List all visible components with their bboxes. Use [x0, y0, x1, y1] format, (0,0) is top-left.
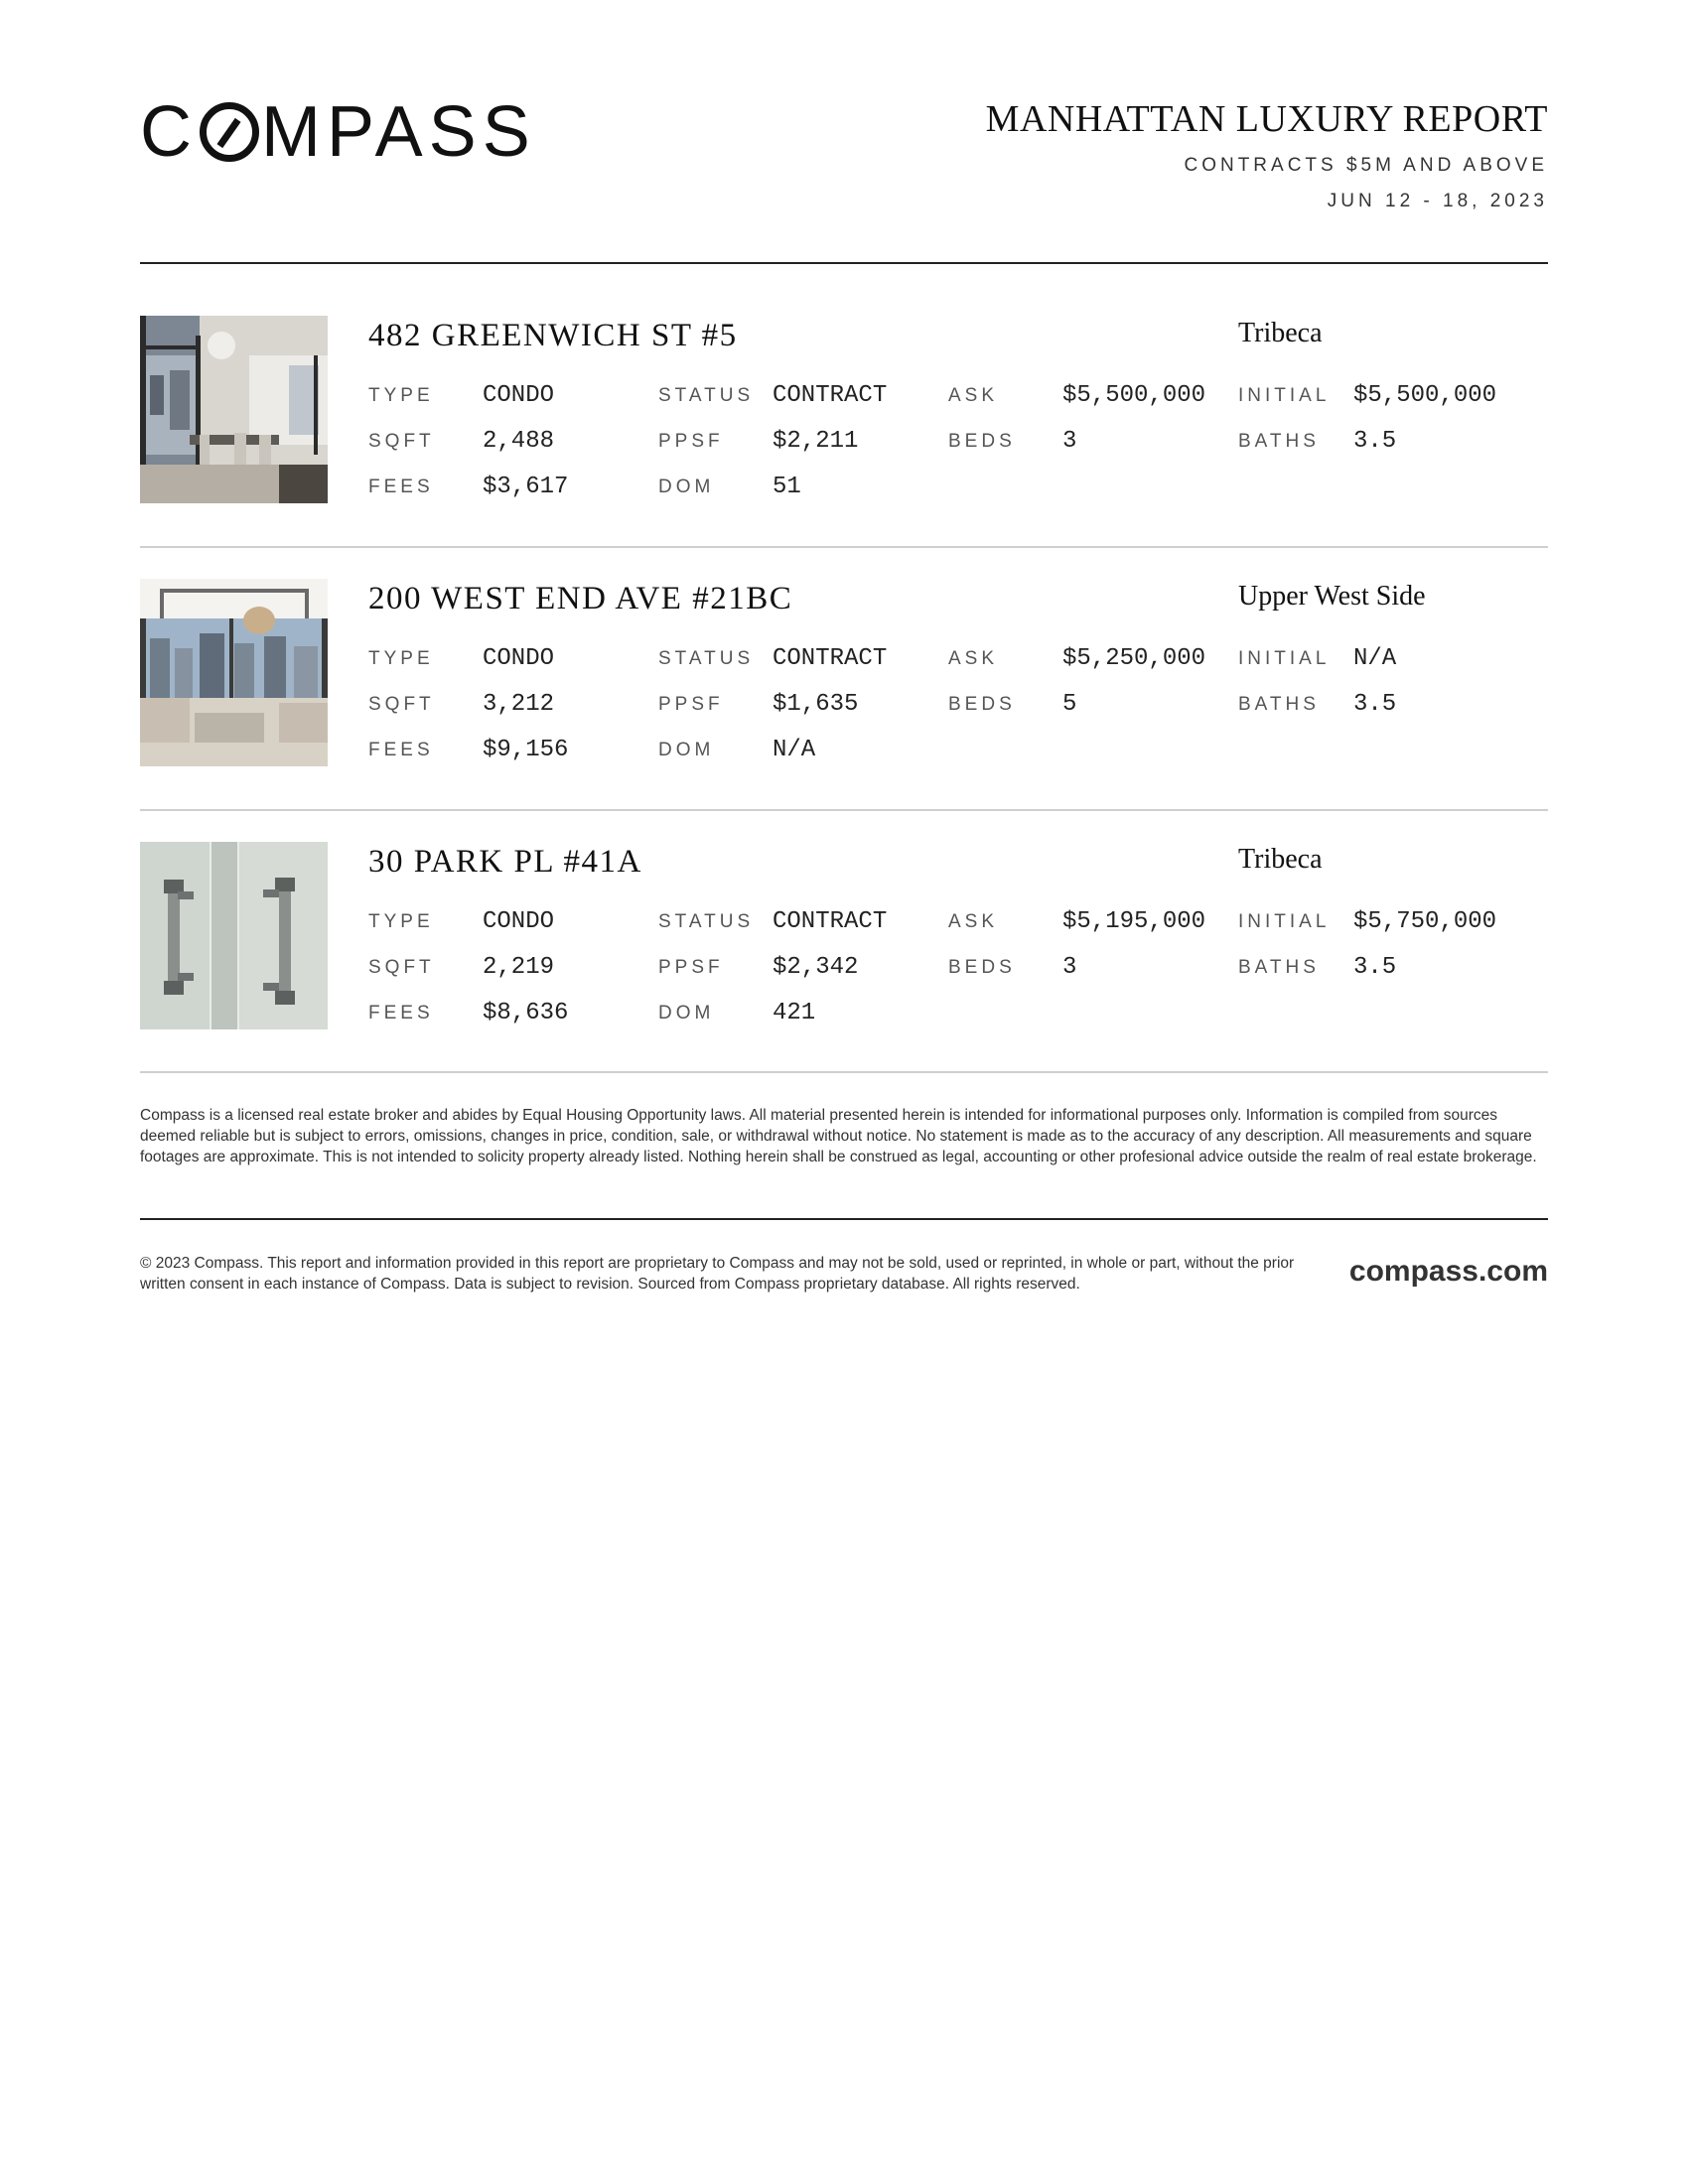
- type-label: TYPE: [368, 911, 434, 932]
- compass-logo-o-icon: [200, 102, 259, 162]
- status-label: STATUS: [658, 911, 755, 932]
- dom-value: N/A: [773, 737, 816, 763]
- copyright-notice: © 2023 Compass. This report and information provided in this report are proprietary to Compass and may not be sold, used or reprinted, in whole or part, without the prior written consent in each instance of Compass. Data is subject to revision. Sourced from Compass proprietary database. All rights reserved.: [140, 1255, 1295, 1293]
- status-label: STATUS: [658, 385, 755, 406]
- listing-photo: [140, 842, 328, 1029]
- beds-label: BEDS: [948, 694, 1016, 715]
- listing-divider: [140, 809, 1548, 811]
- ppsf-value: $1,635: [773, 691, 859, 718]
- beds-label: BEDS: [948, 431, 1016, 452]
- listing-divider: [140, 1071, 1548, 1073]
- sqft-label: SQFT: [368, 431, 435, 452]
- report-subtitle: CONTRACTS $5M AND ABOVE: [1184, 155, 1548, 176]
- report-title: MANHATTAN LUXURY REPORT: [985, 98, 1548, 140]
- ppsf-label: PPSF: [658, 957, 724, 978]
- baths-label: BATHS: [1238, 957, 1320, 978]
- fees-value: $3,617: [483, 474, 569, 500]
- header-divider: [140, 262, 1548, 264]
- sqft-label: SQFT: [368, 957, 435, 978]
- type-label: TYPE: [368, 385, 434, 406]
- ppsf-label: PPSF: [658, 431, 724, 452]
- beds-value: 5: [1062, 691, 1077, 718]
- footer-site-link[interactable]: compass.com: [1348, 1255, 1548, 1288]
- status-value: CONTRACT: [773, 908, 888, 935]
- initial-value: N/A: [1353, 645, 1397, 672]
- beds-label: BEDS: [948, 957, 1016, 978]
- status-value: CONTRACT: [773, 382, 888, 409]
- fees-label: FEES: [368, 1003, 434, 1024]
- status-value: CONTRACT: [773, 645, 888, 672]
- dom-value: 421: [773, 1000, 816, 1026]
- listing-divider: [140, 546, 1548, 548]
- ppsf-value: $2,342: [773, 954, 859, 981]
- initial-label: INITIAL: [1238, 648, 1331, 669]
- type-value: CONDO: [483, 908, 555, 935]
- status-label: STATUS: [658, 648, 755, 669]
- footer-divider: [140, 1218, 1548, 1220]
- listing-address: 482 GREENWICH ST #5: [368, 318, 738, 353]
- type-value: CONDO: [483, 382, 555, 409]
- baths-value: 3.5: [1353, 954, 1397, 981]
- listing-card: [140, 316, 1548, 504]
- ask-label: ASK: [948, 385, 999, 406]
- ppsf-label: PPSF: [658, 694, 724, 715]
- beds-value: 3: [1062, 954, 1077, 981]
- listing-neighborhood: Tribeca: [1238, 844, 1323, 875]
- fees-label: FEES: [368, 740, 434, 760]
- listing-address: 30 PARK PL #41A: [368, 844, 642, 880]
- initial-value: $5,750,000: [1353, 908, 1497, 935]
- type-label: TYPE: [368, 648, 434, 669]
- baths-label: BATHS: [1238, 431, 1320, 452]
- sqft-value: 2,488: [483, 428, 555, 455]
- fees-label: FEES: [368, 477, 434, 497]
- dom-label: DOM: [658, 1003, 715, 1024]
- ask-value: $5,195,000: [1062, 908, 1206, 935]
- initial-label: INITIAL: [1238, 911, 1331, 932]
- ask-label: ASK: [948, 911, 999, 932]
- ppsf-value: $2,211: [773, 428, 859, 455]
- listing-card: [140, 579, 1548, 767]
- ask-value: $5,500,000: [1062, 382, 1206, 409]
- legal-disclaimer: Compass is a licensed real estate broker and abides by Equal Housing Opportunity laws. All material presented herein is intended for informational purposes only. Information is compiled from sources deemed reliable but is subject to errors, omissions, changes in price, condition, sale, or withdrawal without notice. No statement is made as to the accuracy of any description. All measurements and square footages are approximate. This is not intended to solicity property already listed. Nothing herein shall be construed as legal, accounting or other profesional advice outside the realm of real estate brokerage.: [140, 1107, 1537, 1165]
- listing-photo: [140, 579, 328, 766]
- baths-label: BATHS: [1238, 694, 1320, 715]
- dom-label: DOM: [658, 477, 715, 497]
- listing-card: [140, 842, 1548, 1030]
- listing-neighborhood: Upper West Side: [1238, 581, 1426, 612]
- dom-label: DOM: [658, 740, 715, 760]
- compass-logo: C MPASS: [140, 92, 536, 172]
- baths-value: 3.5: [1353, 691, 1397, 718]
- listing-address: 200 WEST END AVE #21BC: [368, 581, 793, 616]
- fees-value: $9,156: [483, 737, 569, 763]
- listing-photo: [140, 316, 328, 503]
- sqft-label: SQFT: [368, 694, 435, 715]
- type-value: CONDO: [483, 645, 555, 672]
- sqft-value: 3,212: [483, 691, 555, 718]
- sqft-value: 2,219: [483, 954, 555, 981]
- initial-label: INITIAL: [1238, 385, 1331, 406]
- report-date: JUN 12 - 18, 2023: [1327, 191, 1548, 211]
- report-header: [140, 0, 1548, 264]
- listing-neighborhood: Tribeca: [1238, 318, 1323, 348]
- baths-value: 3.5: [1353, 428, 1397, 455]
- ask-value: $5,250,000: [1062, 645, 1206, 672]
- beds-value: 3: [1062, 428, 1077, 455]
- ask-label: ASK: [948, 648, 999, 669]
- dom-value: 51: [773, 474, 801, 500]
- initial-value: $5,500,000: [1353, 382, 1497, 409]
- fees-value: $8,636: [483, 1000, 569, 1026]
